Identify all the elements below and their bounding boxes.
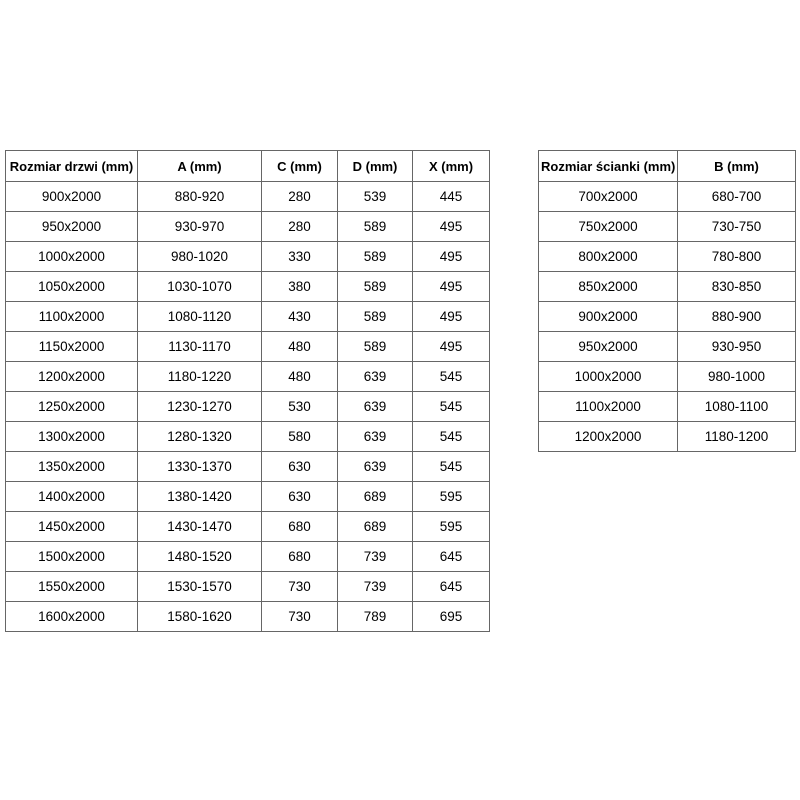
table-cell: 730: [262, 572, 338, 602]
table-row: [6, 272, 490, 302]
table-row: [6, 452, 490, 482]
table-cell: 545: [413, 362, 490, 392]
table-cell: 580: [262, 422, 338, 452]
table-cell: 800x2000: [539, 242, 678, 272]
table-cell: 1330-1370: [138, 452, 262, 482]
table-cell: 1580-1620: [138, 602, 262, 632]
table-cell: 739: [338, 542, 413, 572]
table-cell: 1280-1320: [138, 422, 262, 452]
table-cell: 1000x2000: [539, 362, 678, 392]
table-row: [6, 182, 490, 212]
table-row: [539, 302, 796, 332]
table-cell: 280: [262, 212, 338, 242]
table-cell: 380: [262, 272, 338, 302]
table-cell: 1350x2000: [6, 452, 138, 482]
table-row: [6, 512, 490, 542]
table-row: [6, 572, 490, 602]
table-cell: 545: [413, 422, 490, 452]
table-cell: 1000x2000: [6, 242, 138, 272]
table-cell: 1600x2000: [6, 602, 138, 632]
table-cell: 1100x2000: [539, 392, 678, 422]
table-cell: 639: [338, 422, 413, 452]
table-cell: 1030-1070: [138, 272, 262, 302]
table-cell: 730-750: [678, 212, 796, 242]
table-cell: 539: [338, 182, 413, 212]
table-cell: 445: [413, 182, 490, 212]
table-cell: 589: [338, 272, 413, 302]
column-header: Rozmiar ścianki (mm): [539, 151, 678, 182]
table-cell: 1050x2000: [6, 272, 138, 302]
table-cell: 900x2000: [6, 182, 138, 212]
table-cell: 1180-1200: [678, 422, 796, 452]
table-cell: 545: [413, 392, 490, 422]
table-cell: 1180-1220: [138, 362, 262, 392]
column-header: Rozmiar drzwi (mm): [6, 151, 138, 182]
column-header: C (mm): [262, 151, 338, 182]
header-row: [539, 151, 796, 182]
table-cell: 1150x2000: [6, 332, 138, 362]
table-cell: 695: [413, 602, 490, 632]
column-header: A (mm): [138, 151, 262, 182]
table-row: [6, 332, 490, 362]
table-cell: 739: [338, 572, 413, 602]
table-cell: 495: [413, 302, 490, 332]
table-row: [6, 302, 490, 332]
table-cell: 930-970: [138, 212, 262, 242]
table-cell: 480: [262, 362, 338, 392]
table-cell: 980-1000: [678, 362, 796, 392]
table-row: [539, 182, 796, 212]
table-cell: 1480-1520: [138, 542, 262, 572]
header-row: [6, 151, 490, 182]
wall-sizes-table: [538, 150, 796, 452]
table-cell: 330: [262, 242, 338, 272]
table-cell: 850x2000: [539, 272, 678, 302]
table-row: [6, 212, 490, 242]
table-cell: 645: [413, 572, 490, 602]
table-cell: 1250x2000: [6, 392, 138, 422]
table-cell: 589: [338, 332, 413, 362]
table-cell: 639: [338, 452, 413, 482]
table-row: [539, 392, 796, 422]
table-cell: 1200x2000: [539, 422, 678, 452]
table-cell: 595: [413, 512, 490, 542]
table-row: [6, 392, 490, 422]
table-cell: 789: [338, 602, 413, 632]
table-cell: 280: [262, 182, 338, 212]
table-cell: 689: [338, 482, 413, 512]
table-cell: 1450x2000: [6, 512, 138, 542]
table-row: [539, 332, 796, 362]
table-cell: 1100x2000: [6, 302, 138, 332]
table-cell: 680: [262, 542, 338, 572]
table-row: [6, 602, 490, 632]
table-row: [539, 212, 796, 242]
column-header: B (mm): [678, 151, 796, 182]
table-cell: 495: [413, 332, 490, 362]
table-row: [6, 242, 490, 272]
table-cell: 830-850: [678, 272, 796, 302]
table-cell: 1430-1470: [138, 512, 262, 542]
table-row: [539, 242, 796, 272]
table-cell: 630: [262, 452, 338, 482]
table-cell: 1550x2000: [6, 572, 138, 602]
table-row: [6, 482, 490, 512]
table-cell: 680: [262, 512, 338, 542]
table-cell: 630: [262, 482, 338, 512]
table-row: [539, 272, 796, 302]
table-cell: 950x2000: [6, 212, 138, 242]
table-cell: 495: [413, 242, 490, 272]
table-cell: 589: [338, 242, 413, 272]
table-cell: 880-920: [138, 182, 262, 212]
table-cell: 645: [413, 542, 490, 572]
table-row: [6, 542, 490, 572]
table-cell: 1530-1570: [138, 572, 262, 602]
table-cell: 1080-1100: [678, 392, 796, 422]
table-cell: 1230-1270: [138, 392, 262, 422]
table-cell: 495: [413, 272, 490, 302]
table-row: [539, 362, 796, 392]
door-sizes-table: [5, 150, 490, 632]
table-cell: 589: [338, 302, 413, 332]
table-cell: 950x2000: [539, 332, 678, 362]
table-cell: 730: [262, 602, 338, 632]
column-header: X (mm): [413, 151, 490, 182]
table-cell: 530: [262, 392, 338, 422]
table-row: [6, 362, 490, 392]
table-cell: 1500x2000: [6, 542, 138, 572]
table-cell: 680-700: [678, 182, 796, 212]
table-cell: 545: [413, 452, 490, 482]
column-header: D (mm): [338, 151, 413, 182]
table-cell: 1300x2000: [6, 422, 138, 452]
table-cell: 750x2000: [539, 212, 678, 242]
table-cell: 980-1020: [138, 242, 262, 272]
table-cell: 1130-1170: [138, 332, 262, 362]
table-cell: 495: [413, 212, 490, 242]
table-cell: 589: [338, 212, 413, 242]
table-row: [539, 422, 796, 452]
table-cell: 1200x2000: [6, 362, 138, 392]
table-cell: 639: [338, 392, 413, 422]
table-cell: 639: [338, 362, 413, 392]
table-cell: 480: [262, 332, 338, 362]
table-cell: 689: [338, 512, 413, 542]
table-cell: 1400x2000: [6, 482, 138, 512]
table-cell: 880-900: [678, 302, 796, 332]
table-cell: 900x2000: [539, 302, 678, 332]
table-cell: 430: [262, 302, 338, 332]
table-cell: 780-800: [678, 242, 796, 272]
table-cell: 1380-1420: [138, 482, 262, 512]
table-cell: 595: [413, 482, 490, 512]
table-cell: 700x2000: [539, 182, 678, 212]
table-cell: 1080-1120: [138, 302, 262, 332]
table-row: [6, 422, 490, 452]
table-cell: 930-950: [678, 332, 796, 362]
